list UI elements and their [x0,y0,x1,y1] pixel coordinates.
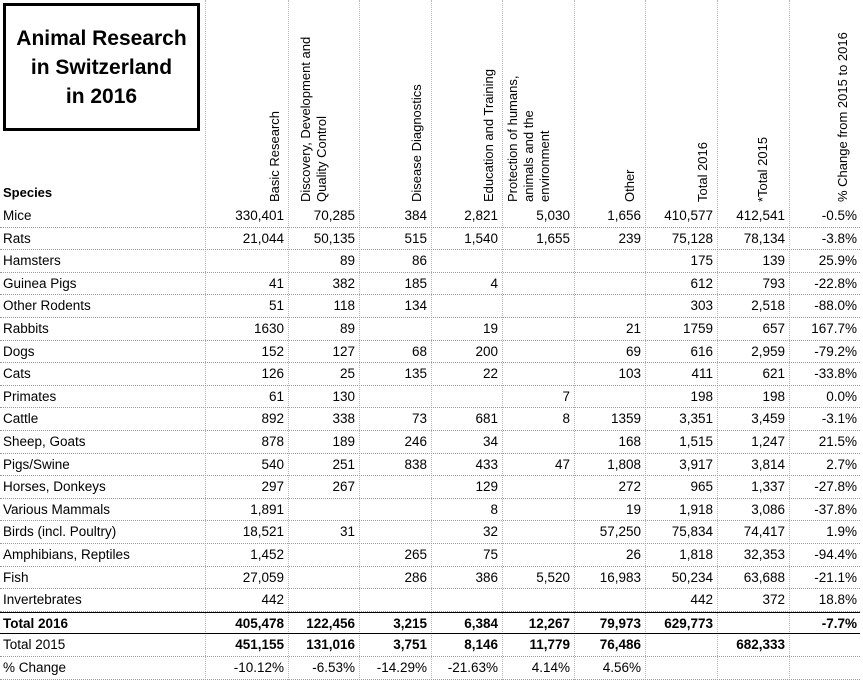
table-cell: 1,452 [250,547,284,562]
table-cell: 286 [404,569,427,585]
table-cell: 18,521 [242,524,284,540]
row-label: Total 2016 [3,615,69,631]
table-cell: 405,478 [235,615,284,631]
table-cell: 3,814 [751,456,785,472]
row-label: Cattle [3,411,39,427]
table-cell: 442 [261,592,284,608]
table-cell: 682,333 [736,637,785,653]
table-cell: 1,918 [679,501,713,517]
table-row [0,341,860,364]
table-cell: 70,285 [313,208,355,223]
table-cell: 412,541 [736,208,785,223]
column-header-label: Total 2016 [695,142,710,202]
table-cell: 126 [261,366,284,382]
table-cell: 7 [562,388,570,404]
table-cell: 6,384 [464,615,498,631]
table-cell: 11,779 [529,637,570,653]
table-cell: 1630 [253,321,284,336]
table-cell: 1,515 [679,434,713,449]
table-cell: 330,401 [235,208,284,223]
table-cell: 239 [618,230,641,246]
column-header-label: Basic Research [267,110,282,202]
table-cell: -79.2% [814,343,857,359]
table-row [0,228,860,251]
table-cell: 200 [475,343,498,359]
row-label: Pigs/Swine [3,456,70,472]
table-cell: 451,155 [235,637,284,653]
column-header-8 [717,0,788,202]
table-cell: 168 [618,434,641,449]
table-cell: 122,456 [306,615,355,631]
table-cell: 75 [482,547,498,562]
table-cell: -7.7% [821,615,857,631]
table-cell: 129 [475,479,498,495]
table-cell: 1359 [610,411,641,427]
table-cell: 69 [625,343,641,359]
table-cell: 34 [482,434,498,449]
table-cell: 68 [411,343,427,359]
table-cell: 189 [332,434,355,449]
table-cell: -33.8% [814,366,857,382]
column-header-5 [502,0,573,202]
table-cell: 103 [618,366,641,382]
table-cell: 3,215 [393,615,427,631]
table-cell: 265 [404,547,427,562]
table-row [0,454,860,477]
table-row [0,318,860,341]
table-cell: 63,688 [743,569,785,585]
table-cell: 127 [332,343,355,359]
column-header-label: Discovery, Development and Quality Control [298,36,329,202]
table-cell: -14.29% [376,660,427,675]
table-row [0,589,860,612]
title-line-3: in 2016 [65,84,138,108]
column-header-label: Other [622,169,637,202]
row-label: Amphibians, Reptiles [3,547,130,562]
table-row [0,634,860,657]
table-cell: -3.8% [821,230,857,246]
table-cell: 965 [690,479,713,495]
row-label: Total 2015 [3,637,66,653]
table-cell: 372 [762,592,785,608]
table-cell: 657 [762,321,785,336]
table-cell: 21,044 [242,230,284,246]
table-cell: 338 [332,411,355,427]
table-row [0,408,860,431]
table-cell: 1,891 [250,501,284,517]
table-cell: 8 [490,501,498,517]
table-cell: 433 [475,456,498,472]
table-cell: 8,146 [464,637,498,653]
table-cell: 1,656 [607,208,641,223]
table-cell: 175 [690,253,713,269]
table-cell: 50,234 [671,569,713,585]
table-cell: 139 [762,253,785,269]
table-cell: 411 [691,366,713,382]
table-cell: 8 [562,411,570,427]
table-cell: 75,128 [671,230,713,246]
row-label: Mice [3,208,32,223]
row-label: Rats [3,230,31,246]
table-cell: 135 [404,366,427,382]
table-cell: 386 [475,569,498,585]
row-label: Sheep, Goats [3,434,86,449]
table-cell: 267 [332,479,355,495]
table-cell: 681 [475,411,498,427]
table-cell: 61 [268,388,284,404]
table-cell: 21 [625,321,641,336]
table-cell: 3,459 [751,411,785,427]
table-cell: -94.4% [814,547,857,562]
table-row [0,386,860,409]
column-header-7 [645,0,716,202]
table-cell: 73 [411,411,427,427]
table-cell: 134 [404,298,427,314]
table-cell: 79,973 [599,615,641,631]
table-cell: 5,520 [536,569,570,585]
table-row [0,521,860,544]
table-cell: 0.0% [826,388,857,404]
table-cell: 167.7% [811,321,857,336]
table-cell: 152 [261,343,284,359]
table-cell: 18.8% [818,592,857,608]
row-label: Hamsters [3,253,61,269]
row-label: % Change [3,660,67,675]
row-label: Invertebrates [3,592,82,608]
table-cell: 2,959 [751,343,785,359]
table-cell: 272 [618,479,641,495]
table-cell: 185 [404,275,427,291]
column-header-1 [205,0,287,202]
column-header-9 [789,0,860,202]
column-header-label: Disease Diagnostics [409,84,424,202]
table-row [0,657,860,680]
table-cell: -37.8% [814,501,857,517]
table-cell: 892 [261,411,284,427]
table-row [0,567,860,590]
table-cell: 1,540 [464,230,498,246]
row-label: Primates [3,388,57,404]
table-cell: 442 [690,592,713,608]
table-cell: 25.9% [818,253,857,269]
table-cell: 25 [339,366,355,382]
column-header-label: Education and Training [481,69,496,202]
row-label: Other Rodents [3,298,91,314]
table-cell: 621 [762,366,785,382]
row-label: Horses, Donkeys [3,479,106,495]
table-row [0,363,860,386]
row-label: Cats [3,366,31,382]
table-cell: 515 [404,230,427,246]
row-label: Fish [3,569,29,585]
table-cell: -21.1% [814,569,857,585]
table-cell: 16,983 [599,569,641,585]
table-cell: 3,917 [679,456,713,472]
table-cell: 86 [411,253,427,269]
table-cell: 89 [339,253,355,269]
table-cell: 2,821 [464,208,498,223]
table-cell: 1,337 [751,479,785,495]
table-cell: 1,808 [607,456,641,472]
table-cell: 130 [332,388,355,404]
table-cell: 26 [625,547,641,562]
table-cell: 47 [554,456,570,472]
table-cell: 57,250 [599,524,641,540]
table-cell: 410,577 [664,208,713,223]
table-row [0,205,860,228]
table-cell: 19 [625,501,641,517]
table-cell: 2.7% [826,456,857,472]
table-row [0,544,860,567]
table-cell: 51 [268,298,284,314]
table-cell: 1,655 [536,230,570,246]
table-cell: 2,518 [751,298,785,314]
table-cell: 22 [482,366,498,382]
table-cell: -3.1% [821,411,857,427]
table-cell: 27,059 [242,569,284,585]
table-cell: -88.0% [814,298,857,314]
table-cell: 32 [482,524,498,540]
table-cell: -10.12% [233,660,284,675]
table-cell: 131,016 [306,637,355,653]
table-cell: 838 [404,456,427,472]
row-label: Dogs [3,343,35,359]
title-line-1: Animal Research [16,26,187,50]
column-header-4 [431,0,501,202]
row-label: Various Mammals [3,501,111,517]
table-cell: 3,751 [393,637,427,653]
table-cell: -27.8% [814,479,857,495]
table-cell: 19 [482,321,498,336]
table-cell: 198 [762,388,785,404]
table-cell: 4.14% [531,660,570,675]
table-cell: 1,818 [679,547,713,562]
row-label: Guinea Pigs [3,275,77,291]
table-cell: 4.56% [602,660,641,675]
title-line-2: in Switzerland [30,55,173,79]
table-cell: -21.63% [447,660,498,675]
table-cell: 198 [690,388,713,404]
column-header-label: % Change from 2015 to 2016 [835,32,850,202]
table-cell: 3,086 [751,501,785,517]
table-cell: 303 [690,298,713,314]
table-cell: 3,351 [679,411,713,427]
table-row [0,431,860,454]
table-cell: 89 [339,321,355,336]
table-cell: 41 [268,275,284,291]
table-cell: 4 [490,275,498,291]
table-cell: 50,135 [313,230,355,246]
table-row [0,250,860,273]
species-column-header: Species [3,185,53,200]
table-cell: 612 [690,275,713,291]
table-cell: 382 [332,275,355,291]
column-header-label: Protection of humans, animals and the environment [505,75,552,202]
table-cell: 31 [339,524,355,540]
table-cell: 12,267 [528,615,570,631]
table-cell: 1759 [682,321,713,336]
table-cell: 616 [690,343,713,359]
column-header-2 [288,0,358,202]
table-cell: 540 [261,456,284,472]
column-header-6 [574,0,644,202]
table-row [0,273,860,296]
table-cell: 793 [762,275,785,291]
table-cell: 1.9% [826,524,857,540]
table-cell: -6.53% [312,660,355,675]
table-cell: 74,417 [743,524,785,540]
table-cell: -0.5% [821,208,857,223]
row-label: Rabbits [3,321,49,336]
column-header-label: *Total 2015 [755,136,770,202]
table-cell: 5,030 [536,208,570,223]
table-row [0,295,860,318]
table-cell: 78,134 [743,230,785,246]
table-cell: 384 [404,208,427,223]
table-cell: 1,247 [751,434,785,449]
table-row [0,499,860,522]
row-label: Birds (incl. Poultry) [3,524,117,540]
table-row [0,476,860,499]
table-cell: -22.8% [814,275,857,291]
table-row [0,612,860,635]
table-cell: 246 [404,434,427,449]
table-cell: 32,353 [743,547,785,562]
table-cell: 878 [261,434,284,449]
table-cell: 251 [332,456,355,472]
table-cell: 76,486 [599,637,641,653]
table-cell: 75,834 [671,524,713,540]
table-cell: 297 [261,479,284,495]
table-cell: 629,773 [664,615,713,631]
table-cell: 21.5% [818,434,857,449]
table-cell: 118 [333,298,355,314]
column-header-3 [359,0,430,202]
